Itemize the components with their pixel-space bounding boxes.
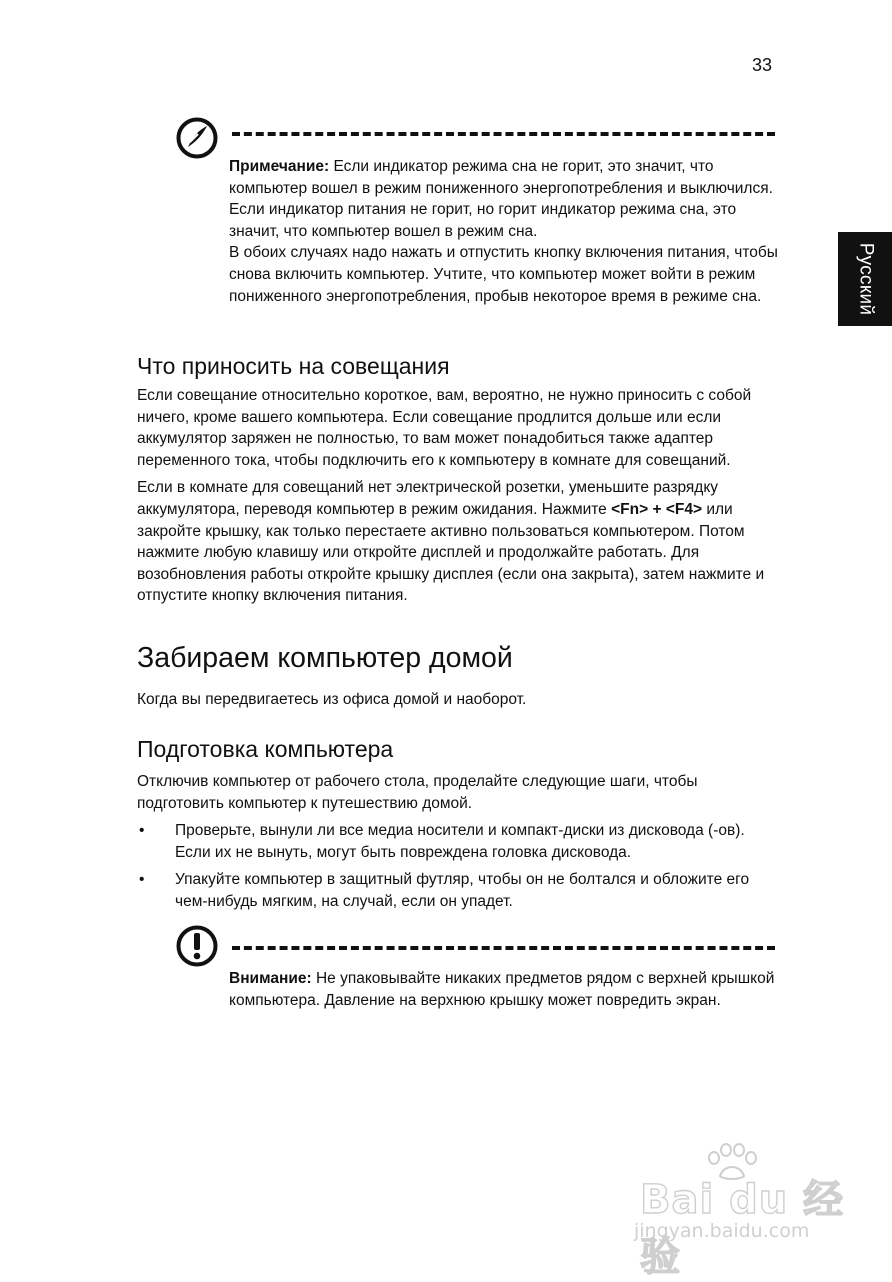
heading-prepare: Подготовка компьютера	[137, 736, 394, 762]
baidu-watermark	[628, 1142, 848, 1280]
prepare-body	[137, 771, 777, 814]
bullet-text: Проверьте, вынули ли все медиа носители и компакт-диски из дисковода (-ов). Если их не вынуть, могут быть повреждена головка дисковода.	[175, 822, 745, 861]
heading-take-home: Забираем компьютер домой	[137, 642, 513, 674]
key-plus: +	[648, 500, 666, 518]
para2-end: или закройте крышку, как только перестаете активно пользоваться компьютером. Потом нажмите любую клавишу или откройте дисплей и продолжайте работать. Для возобновления работы откройте крышку дисплея (если она закрыта), затем нажмите и отпустите кнопку включения питания.	[137, 500, 765, 605]
warning-label: Внимание:	[229, 970, 312, 987]
meetings-body	[137, 385, 777, 607]
list-item	[137, 869, 777, 912]
note-body: Если индикатор режима сна не горит, это значит, что компьютер вошел в режим пониженного энергопотребления и выключился. Если индикатор питания не горит, но горит индикатор режима сна, это значит, что компьютер вошел в режим сна.	[229, 158, 773, 240]
warning-body: Не упаковывайте никаких предметов рядом с верхней крышкой компьютера. Давление на верхнюю крышку может повредить экран.	[229, 970, 775, 1009]
bullet-text: Упакуйте компьютер в защитный футляр, чтобы он не болтался и обложите его чем-нибудь мягким, на случай, если он упадет.	[175, 871, 750, 910]
prepare-bullet-list	[137, 820, 777, 918]
meetings-paragraph-2	[137, 477, 777, 607]
note-pen-icon	[175, 116, 219, 160]
note-dashed-rule	[232, 132, 775, 136]
warning-text	[229, 968, 783, 1011]
watermark-url: jingyan.baidu.com	[634, 1220, 810, 1242]
bullet-dot: •	[139, 871, 145, 889]
heading-meetings: Что приносить на совещания	[137, 353, 450, 379]
prepare-intro: Отключив компьютер от рабочего стола, проделайте следующие шаги, чтобы подготовить компьютер к путешествию домой.	[137, 773, 698, 812]
watermark-brand: Bai du 经验	[640, 1177, 845, 1280]
key-fn: <Fn>	[611, 500, 649, 518]
bullet-dot: •	[139, 822, 145, 839]
key-f4: <F4>	[665, 500, 703, 518]
para2-start: Если в комнате для совещаний нет электрической розетки, уменьшите разрядку аккумулятора, переводя компьютер в режим ожидания. Нажмите	[137, 479, 719, 518]
note-callout	[175, 116, 778, 336]
note-label: Примечание:	[229, 158, 330, 175]
home-intro: Когда вы передвигаетесь из офиса домой и наоборот.	[137, 691, 527, 708]
warning-callout	[175, 924, 775, 1044]
note-text	[229, 156, 783, 307]
exclamation-warning-icon	[175, 924, 219, 968]
home-body	[137, 689, 777, 711]
meetings-paragraph-1: Если совещание относительно короткое, вам, вероятно, не нужно приносить с собой ничего, кроме вашего компьютера. Если совещание продлится дольше или если аккумулятор заряжен не полностью, то вам может понадобиться также адаптер переменного тока, чтобы подключить его к компьютеру в комнате для совещаний.	[137, 387, 752, 469]
language-side-tab	[838, 232, 892, 326]
list-item	[137, 820, 777, 863]
warning-dashed-rule	[232, 946, 775, 950]
page-number: 33	[752, 55, 773, 75]
language-label: Русский	[855, 242, 877, 316]
note-body-2: В обоих случаях надо нажать и отпустить кнопку включения питания, чтобы снова включить компьютер. Учтите, что компьютер может войти в режим пониженного энергопотребления, пробыв некоторое время в режиме сна.	[229, 244, 778, 305]
